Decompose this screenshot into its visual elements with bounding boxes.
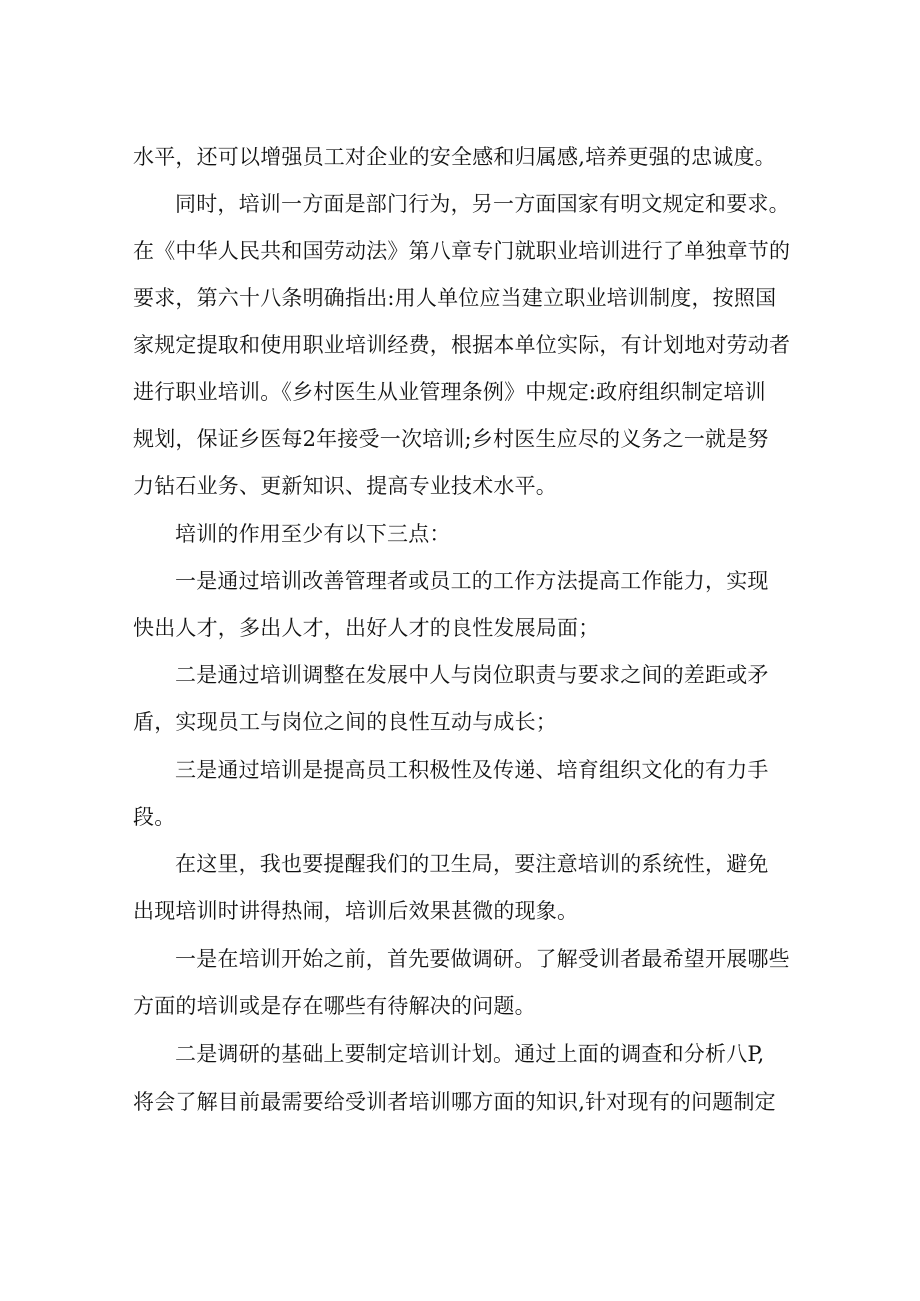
text-line: 在这里，我也要提醒我们的卫生局，要注意培训的系统性，避免 xyxy=(175,852,769,876)
text-line: 水平，还可以增强员工对企业的安全感和归属感,培养更强的忠诚度。 xyxy=(133,145,776,169)
text-line: 进行职业培训。《乡村医生从业管理条例》中规定:政府组织制定培训 xyxy=(133,380,766,404)
text-line: 一是在培训开始之前，首先要做调研。了解受训者最希望开展哪些 xyxy=(175,947,790,971)
text-line: 段。 xyxy=(133,805,176,829)
text-line: 将会了解目前最需要给受训者培训哪方面的知识,针对现有的问题制定 xyxy=(133,1090,776,1114)
text-line: 家规定提取和使用职业培训经费，根据本单位实际，有计划地对劳动者 xyxy=(133,333,791,357)
text-line: 同时，培训一方面是部门行为，另一方面国家有明文规定和要求。 xyxy=(175,192,790,216)
text-line: 方面的培训或是存在哪些有待解决的问题。 xyxy=(133,994,536,1018)
text-line: 出现培训时讲得热闹，培训后效果甚微的现象。 xyxy=(133,899,579,923)
text-line: 一是通过培训改善管理者或员工的工作方法提高工作能力，实现 xyxy=(175,569,769,593)
text-line: 三是通过培训是提高员工积极性及传递、培育组织文化的有力手 xyxy=(175,758,769,782)
text-line: 快出人才，多出人才，出好人才的良性发展局面； xyxy=(133,616,600,640)
text-line: 二是调研的基础上要制定培训计划。通过上面的调查和分析八P, xyxy=(175,1042,765,1066)
text-line: 力钻石业务、更新知识、提高专业技术水平。 xyxy=(133,474,557,498)
text-line: 要求，第六十八条明确指出:用人单位应当建立职业培训制度，按照国 xyxy=(133,286,777,310)
text-line: 培训的作用至少有以下三点： xyxy=(175,522,451,546)
text-line: 在《中华人民共和国劳动法》第八章专门就职业培训进行了单独章节的 xyxy=(133,239,791,263)
text-line: 二是通过培训调整在发展中人与岗位职责与要求之间的差距或矛 xyxy=(175,663,769,687)
text-line: 盾，实现员工与岗位之间的良性互动与成长； xyxy=(133,710,557,734)
text-line: 规划，保证乡医每2年接受一次培训;乡村医生应尽的义务之一就是努 xyxy=(133,427,769,451)
